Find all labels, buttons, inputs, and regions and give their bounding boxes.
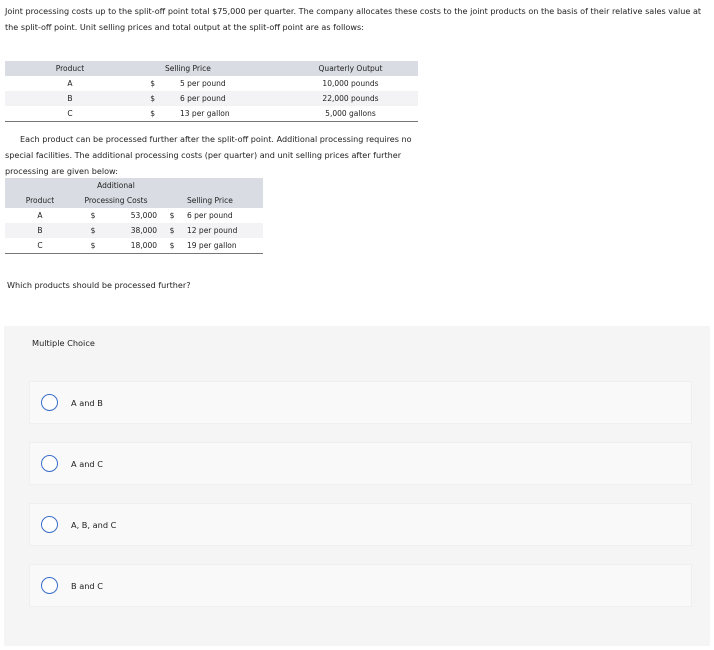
currency-cell: $ (75, 223, 111, 238)
price-cell: 12 per pound (187, 223, 263, 238)
intro-text: Joint processing costs up to the split-off point total $75,000 per quarter. The company allocates these costs to the joint products on the basis of their relative sales value at the split-off point. Unit selling prices and total output at the split-off point are as follows: (5, 6, 702, 32)
choice-option[interactable] (29, 503, 692, 546)
table-row (5, 223, 263, 238)
header-processing-costs: Processing Costs (75, 193, 157, 208)
choice-label: A and C (71, 458, 103, 469)
table-row (5, 91, 418, 106)
radio-button[interactable] (41, 577, 58, 594)
choice-option[interactable] (29, 564, 692, 607)
price-cell: 6 per pound (187, 211, 233, 220)
cost-cell: 18,000 (111, 238, 157, 254)
table-header-row (5, 193, 263, 208)
cost-cell: 53,000 (130, 211, 157, 220)
price-cell: 19 per gallon (187, 238, 263, 254)
radio-button[interactable] (41, 394, 58, 411)
choice-option[interactable] (29, 442, 692, 485)
table-row (5, 238, 263, 254)
currency-cell: $ (157, 238, 187, 254)
output-cell: 22,000 pounds (283, 91, 418, 106)
product-cell: C (5, 238, 75, 254)
radio-button[interactable] (41, 516, 58, 533)
split-off-table (5, 61, 418, 122)
header-product: Product (5, 61, 135, 76)
currency-cell: $ (169, 211, 175, 220)
choice-label: A, B, and C (71, 519, 117, 530)
currency-cell: $ (75, 238, 111, 254)
radio-button[interactable] (41, 455, 58, 472)
header-selling-price: Selling Price (155, 61, 283, 76)
header-additional: Additional (75, 178, 157, 193)
question-text: Which products should be processed further? (7, 280, 191, 290)
price-cell: 5 per pound (180, 79, 226, 88)
table-row (5, 208, 263, 223)
product-cell: B (5, 91, 135, 106)
currency-cell: $ (157, 223, 187, 238)
table-header-row (5, 61, 418, 76)
currency-cell: $ (135, 91, 155, 106)
table-header-row (5, 178, 263, 193)
currency-cell: $ (150, 79, 155, 88)
multiple-choice-label: Multiple Choice (32, 338, 95, 348)
price-cell: 6 per pound (155, 91, 283, 106)
header-quarterly-output: Quarterly Output (283, 61, 418, 76)
further-processing-text: Each product can be processed further after the split-off point. Additional processing requires no special facilities. The additional processing costs (per quarter) and unit selling prices after further processing are given below: (5, 134, 412, 176)
product-cell: A (67, 79, 73, 88)
price-cell: 13 per gallon (155, 106, 283, 122)
header-selling-price: Selling Price (187, 193, 263, 208)
output-cell: 5,000 gallons (283, 106, 418, 122)
choice-label: B and C (71, 580, 103, 591)
multiple-choice-panel (4, 326, 710, 646)
product-cell: A (37, 211, 43, 220)
further-processing-table (5, 178, 263, 254)
product-cell: C (5, 106, 135, 122)
header-product: Product (5, 193, 75, 208)
currency-cell: $ (135, 106, 155, 122)
choice-option[interactable] (29, 381, 692, 424)
output-cell: 10,000 pounds (322, 79, 379, 88)
table-row (5, 76, 418, 91)
table-row (5, 106, 418, 122)
choice-label: A and B (71, 397, 103, 408)
product-cell: B (5, 223, 75, 238)
cost-cell: 38,000 (111, 223, 157, 238)
currency-cell: $ (90, 211, 96, 220)
